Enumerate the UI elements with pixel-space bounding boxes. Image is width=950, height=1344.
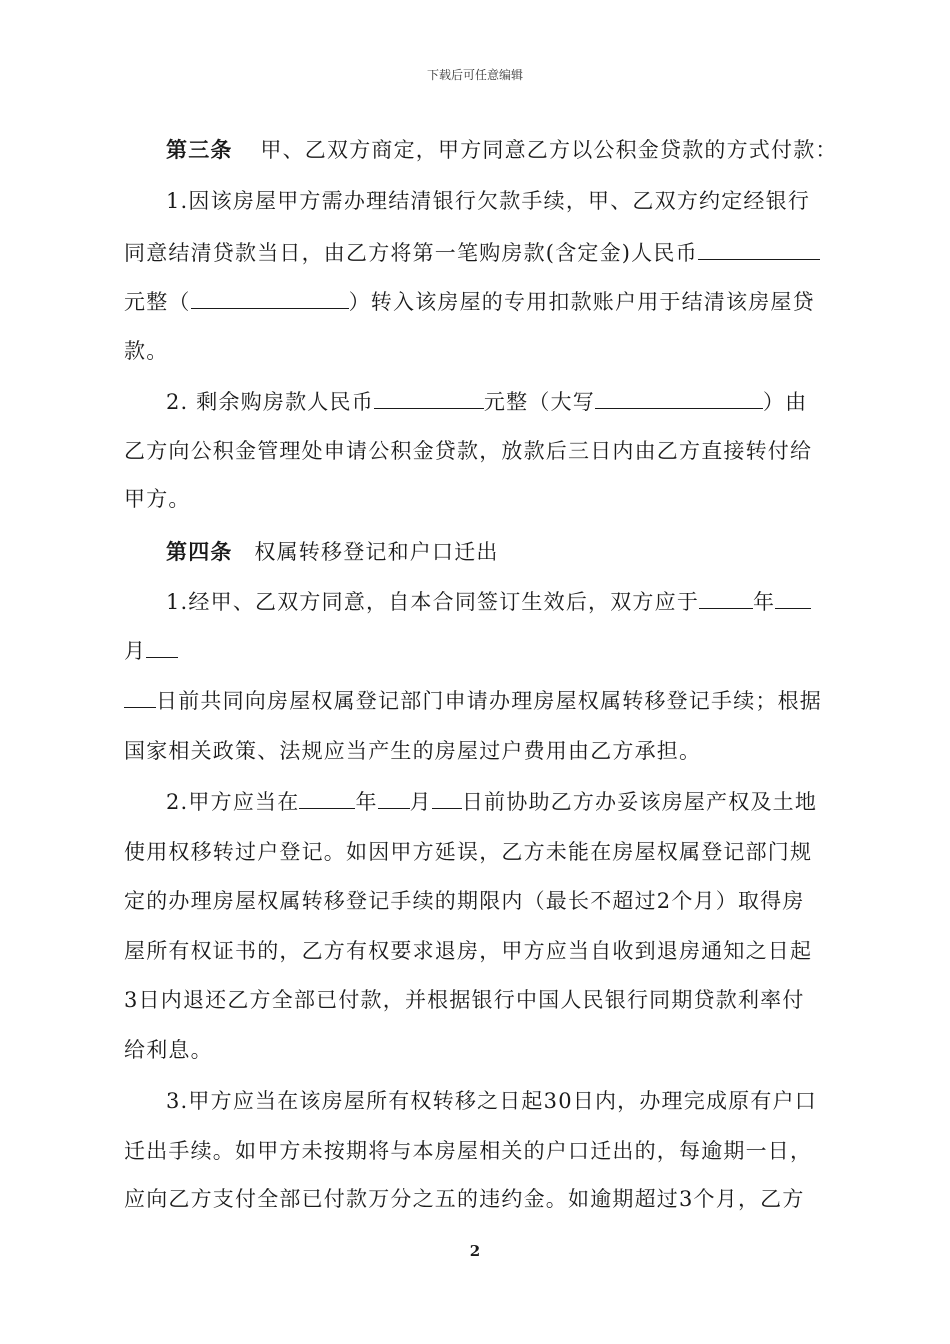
day-blank-2 <box>432 788 462 809</box>
day-blank <box>124 687 156 708</box>
article4-title: 第四条 <box>166 539 233 564</box>
article3-item2-line2: 乙方向公积金管理处申请公积金贷款，放款后三日内由乙方直接转付给 <box>124 439 813 463</box>
article4-item1-line2 <box>124 636 834 666</box>
remaining-amount-words-blank <box>595 388 763 409</box>
year-blank <box>699 588 753 609</box>
article4-item2-line3: 定的办理房屋权属转移登记手续的期限内（最长不超过2个月）取得房 <box>124 889 805 913</box>
article3-item1-line3 <box>124 287 834 317</box>
article3-item1-line1: 1.因该房屋甲方需办理结清银行欠款手续，甲、乙双方约定经银行 <box>166 189 811 213</box>
page-number: 2 <box>469 1242 481 1260</box>
remaining-amount-blank <box>374 388 484 409</box>
amount-blank <box>698 239 820 260</box>
article3-item1-text-b: 同意结清贷款当日，由乙方将第一笔购房款(含定金)人民币 <box>124 241 698 265</box>
article3-intro: 甲、乙双方商定，甲方同意乙方以公积金贷款的方式付款： <box>260 138 838 162</box>
article4-subtitle: 权属转移登记和户口迁出 <box>254 540 499 564</box>
article4-item1-text-a1: 1.经甲、乙双方同意，自本合同签订生效后，双方应于 <box>166 590 700 614</box>
article4-item1-line1 <box>166 587 834 617</box>
article4-item2-text-a1: 2.甲方应当在 <box>166 790 300 814</box>
article4-item2-line6: 给利息。 <box>124 1038 213 1062</box>
article3-item2-line3: 甲方。 <box>124 487 191 511</box>
article3-item2-text-a2: 元整（大写 <box>483 390 595 414</box>
article3-item1-text-c2: ）转入该房屋的专用扣款账户用于结清该房屋贷 <box>348 290 815 314</box>
article4-item1-text-a2: 年 <box>753 590 776 614</box>
article3-item2-text-a3: ）由 <box>762 390 808 414</box>
article3-item1-text-c1: 元整（ <box>124 290 191 314</box>
article3-title: 第三条 <box>166 137 233 162</box>
article4-item2-text-a3: 月 <box>409 790 432 814</box>
article4-item3-line2: 迁出手续。如甲方未按期将与本房屋相关的户口迁出的，每逾期一日， <box>124 1139 813 1163</box>
article4-item2-line4: 屋所有权证书的，乙方有权要求退房，甲方应当自收到退房通知之日起 <box>124 939 813 963</box>
article4-item2-line5: 3日内退还乙方全部已付款，并根据银行中国人民银行同期贷款利率付 <box>124 988 805 1012</box>
article4-heading-line <box>166 537 834 567</box>
month-blank-2 <box>378 788 410 809</box>
article3-item2-line1 <box>166 387 834 417</box>
article4-item1-text-c: 日前共同向房屋权属登记部门申请办理房屋权属转移登记手续；根据 <box>156 689 822 713</box>
year-blank-3 <box>299 788 355 809</box>
article3-item1-line2 <box>124 238 834 268</box>
article4-item1-line3 <box>124 686 834 716</box>
month-blank <box>146 637 178 658</box>
article3-item2-text-a1: 2. 剩余购房款人民币 <box>166 390 374 414</box>
year-blank-2 <box>775 588 811 609</box>
amount-words-blank <box>191 288 349 309</box>
page-header: 下载后可任意编辑 <box>426 68 523 82</box>
article3-heading-line <box>166 135 838 165</box>
article4-item3-line1: 3.甲方应当在该房屋所有权转移之日起30日内，办理完成原有户口 <box>166 1089 817 1113</box>
article4-item2-line1 <box>166 787 834 817</box>
article3-item1-line4: 款。 <box>124 339 169 363</box>
article4-item1-line4: 国家相关政策、法规应当产生的房屋过户费用由乙方承担。 <box>124 739 702 763</box>
article4-item2-text-a4: 日前协助乙方办妥该房屋产权及土地 <box>461 790 818 814</box>
article4-item3-line3: 应向乙方支付全部已付款万分之五的违约金。如逾期超过3个月，乙方 <box>124 1187 805 1211</box>
article4-item2-text-a2: 年 <box>355 790 378 814</box>
article4-item1-text-b: 月 <box>124 639 147 663</box>
article4-item2-line2: 使用权移转过户登记。如因甲方延误，乙方未能在房屋权属登记部门规 <box>124 840 813 864</box>
